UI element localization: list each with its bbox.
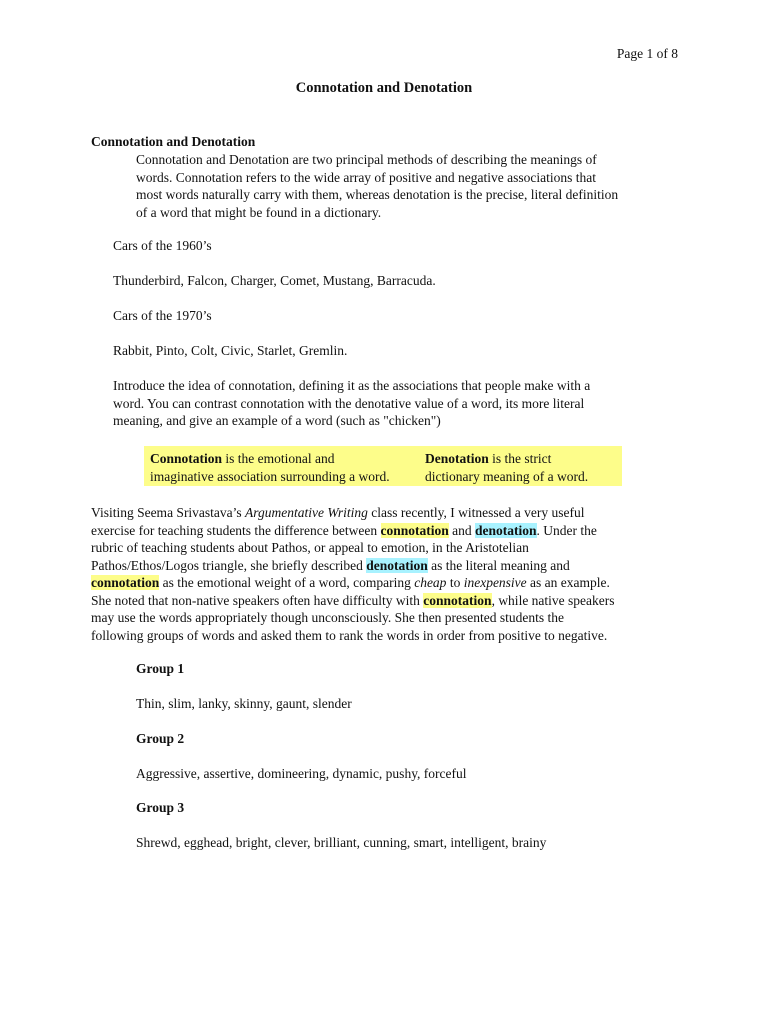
group-3-label: Group 3 [136,800,185,815]
page-number: Page 1 of 8 [616,46,678,61]
definition-line: of a word that might be found in a dictionary. [136,204,382,220]
connotation-term: Connotation [150,451,223,466]
definition-line: words. Connotation refers to the wide array of positive and negative associations that [136,169,597,185]
intro-paragraph [113,377,658,430]
body-text: , while native speakers [491,592,615,608]
cars-1970-list: Rabbit, Pinto, Colt, Civic, Starlet, Gremlin. [113,343,348,358]
connotation-text: is the emotional and [222,451,335,466]
body-text: as the emotional weight of a word, comparing [159,575,415,590]
body-text: Visiting Seema Srivastava’s [91,505,246,520]
emphasized-word: inexpensive [463,575,527,590]
group-3-words: Shrewd, egghead, bright, clever, brilliant, cunning, smart, intelligent, brainy [136,835,547,850]
book-title: Argumentative Writing [245,505,368,520]
body-text: following groups of words and asked them to rank the words in order from positive to negative. [91,627,608,643]
body-text: as the literal meaning and [427,557,570,573]
cars-1960-list: Thunderbird, Falcon, Charger, Comet, Mustang, Barracuda. [113,273,436,288]
group-1-label: Group 1 [136,661,185,676]
highlight-connotation: connotation [91,575,160,590]
cars-1970-label: Cars of the 1970’s [113,308,212,323]
denotation-text: is the strict [488,451,552,466]
intro-line: meaning, and give an example of a word (such as "chicken") [113,413,441,428]
definition-paragraph [136,151,681,221]
group-2-words: Aggressive, assertive, domineering, dynamic, pushy, forceful [136,766,467,781]
body-text: exercise for teaching students the difference between [91,522,381,538]
body-text: Pathos/Ethos/Logos triangle, she briefly described [91,557,367,573]
connotation-cell [150,450,420,485]
body-text: She noted that non-native speakers often have difficulty with [91,592,424,608]
definition-line: most words naturally carry with them, whereas denotation is the precise, literal definition [136,187,619,202]
body-text: as an example. [526,575,610,590]
connotation-text: imaginative association surrounding a word. [150,468,390,484]
emphasized-word: cheap [414,575,447,590]
highlight-denotation: denotation [366,557,428,573]
group-2-label: Group 2 [136,731,185,746]
body-text: and [448,522,476,538]
body-text: class recently, I witnessed a very useful [367,505,585,520]
highlight-denotation: denotation [475,522,537,538]
denotation-text: dictionary meaning of a word. [425,468,589,484]
document-title: Connotation and Denotation [295,80,473,96]
highlight-connotation: connotation [380,522,449,538]
section-heading: Connotation and Denotation [91,134,256,149]
denotation-cell [425,450,620,485]
body-text: rubric of teaching students about Pathos, or appeal to emotion, in the Aristotelian [91,540,529,555]
cars-1960-label: Cars of the 1960’s [113,238,212,253]
intro-line: word. You can contrast connotation with the denotative value of a word, its more literal [113,395,585,411]
group-1-words: Thin, slim, lanky, skinny, gaunt, slender [136,696,352,711]
body-paragraph [91,504,683,644]
definition-line: Connotation and Denotation are two principal methods of describing the meanings of [136,152,597,167]
intro-line: Introduce the idea of connotation, defining it as the associations that people make with a [113,378,591,393]
denotation-term: Denotation [425,451,489,466]
definition-table [144,446,622,486]
body-text: may use the words appropriately though unconsciously. She then presented students the [91,610,565,625]
body-text: to [446,575,464,590]
highlight-connotation: connotation [423,592,492,608]
body-text: . Under the [536,522,597,538]
